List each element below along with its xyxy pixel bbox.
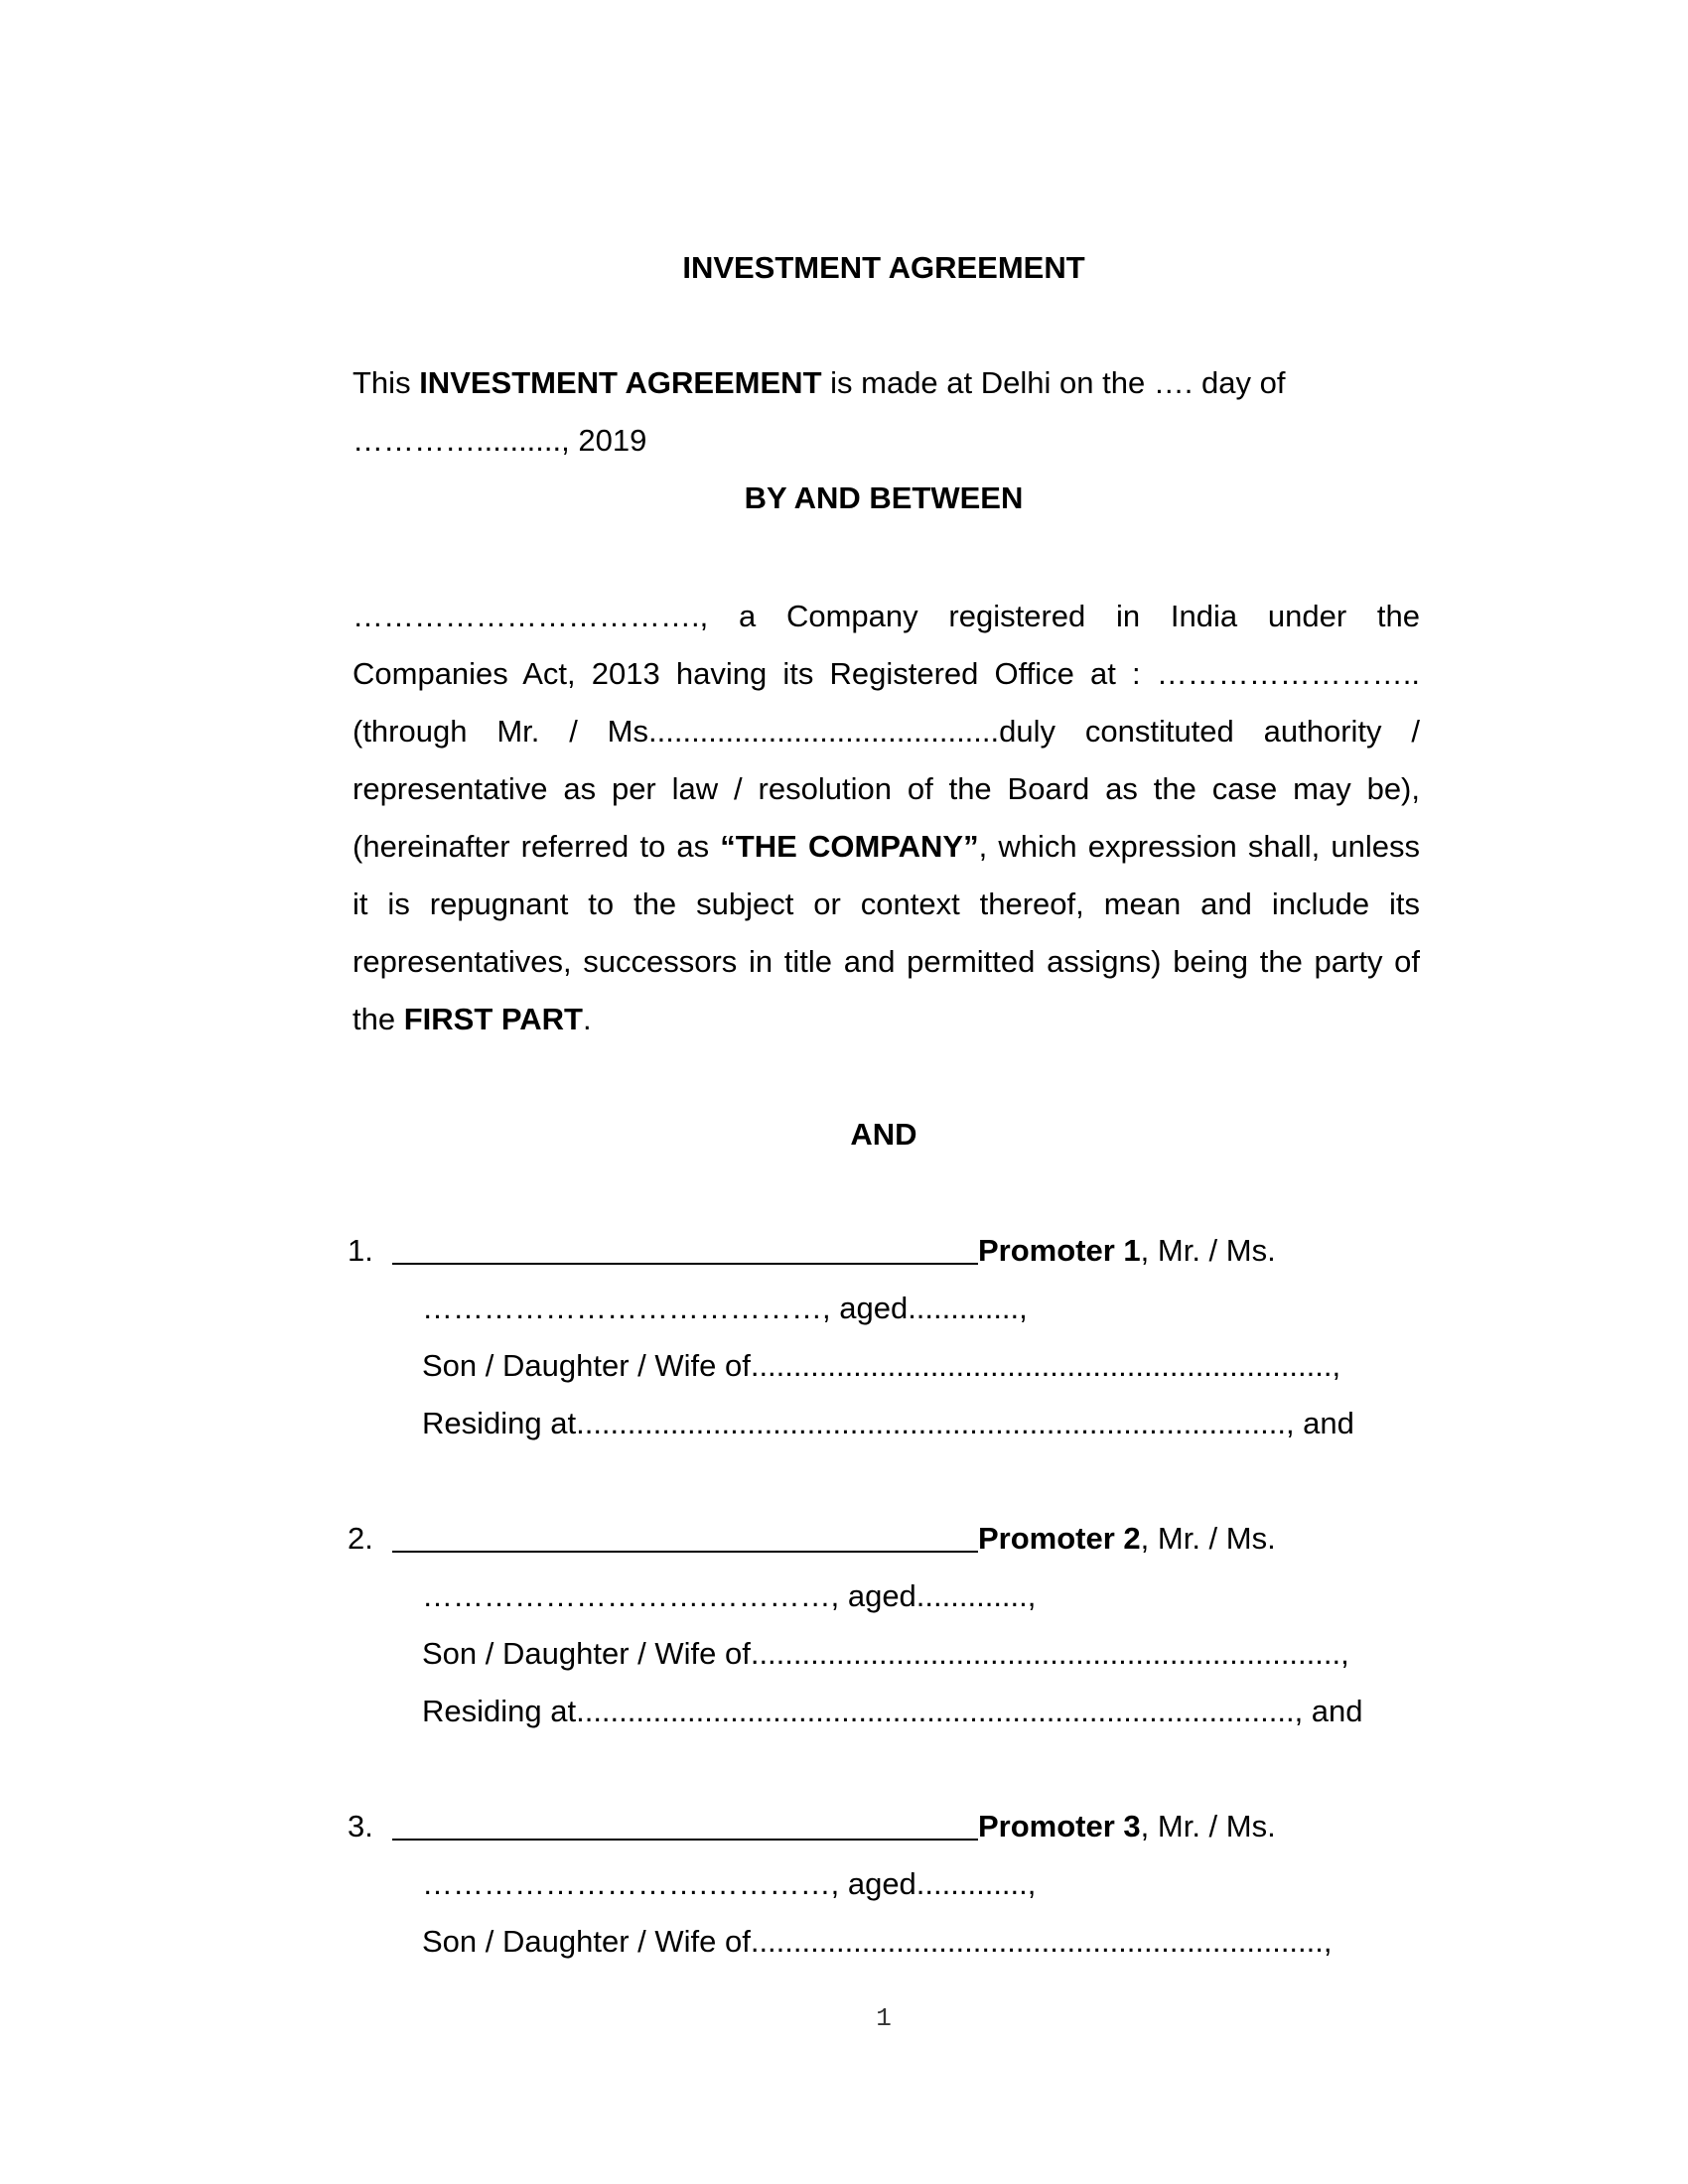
promoter-title: , Mr. / Ms. <box>1140 1809 1276 1843</box>
promoter-label: Promoter 3 <box>978 1809 1141 1843</box>
promoter-aged-line: ……………………….…………, aged............., <box>422 1578 1037 1613</box>
promoter-name-blank <box>392 1231 978 1265</box>
by-and-between-heading: BY AND BETWEEN <box>744 480 1024 515</box>
intro-line-1 <box>352 365 1285 401</box>
promoter-title: , Mr. / Ms. <box>1140 1233 1276 1268</box>
promoter-residing-line: Residing at...................................................................................., and <box>422 1694 1363 1728</box>
promoter-label: Promoter 1 <box>978 1233 1141 1268</box>
promoter-label: Promoter 2 <box>978 1521 1141 1556</box>
intro-prefix: This <box>352 365 420 400</box>
promoter-number: 2. <box>348 1521 373 1556</box>
first-part-term: FIRST PART <box>403 1002 583 1036</box>
intro-bold: INVESTMENT AGREEMENT <box>419 365 822 400</box>
company-defined-term: “THE COMPANY” <box>720 829 979 864</box>
company-text-2: , which expression shall, unless it is repugnant to the subject or context thereof, mean and include its representatives, successors in title and permitted assigns) being the party of the <box>352 829 1420 1036</box>
promoter-relation-line: Son / Daughter / Wife of....................................................................., <box>422 1636 1349 1671</box>
promoter-title: , Mr. / Ms. <box>1140 1521 1276 1556</box>
promoter-number: 1. <box>348 1233 373 1268</box>
and-heading: AND <box>850 1117 917 1152</box>
promoter-aged-line: ……………………….…………, aged............., <box>422 1866 1037 1901</box>
promoter-relation-line: Son / Daughter / Wife of..................................................................., <box>422 1924 1333 1959</box>
promoter-relation-line: Son / Daughter / Wife of...................................................................., <box>422 1348 1341 1383</box>
promoter-name-blank <box>392 1807 978 1841</box>
promoter-label-line <box>978 1233 1276 1269</box>
promoter-number: 3. <box>348 1809 373 1843</box>
promoter-name-blank <box>392 1519 978 1553</box>
page-number: 1 <box>876 2003 892 2033</box>
promoter-label-line <box>978 1521 1276 1557</box>
company-paragraph <box>352 588 1420 1048</box>
intro-suffix: is made at Delhi on the …. day of <box>821 365 1286 400</box>
promoter-residing-line: Residing at..................................................................................., and <box>422 1406 1354 1440</box>
company-text-3: . <box>582 1002 592 1036</box>
intro-line-2: ………….........., 2019 <box>352 423 647 458</box>
document-title: INVESTMENT AGREEMENT <box>682 250 1085 285</box>
promoter-aged-line: …………………………………, aged............., <box>422 1291 1028 1325</box>
promoter-label-line <box>978 1809 1276 1844</box>
company-text-1: ……………………………., a Company registered in India under the Companies Act, 2013 having its Registered Office at : …………………….. (through Mr. / Ms.........................................duly constituted authority / representative as per law / resolution of the Board as the case may be), (hereinafter referred to as <box>352 599 1420 864</box>
